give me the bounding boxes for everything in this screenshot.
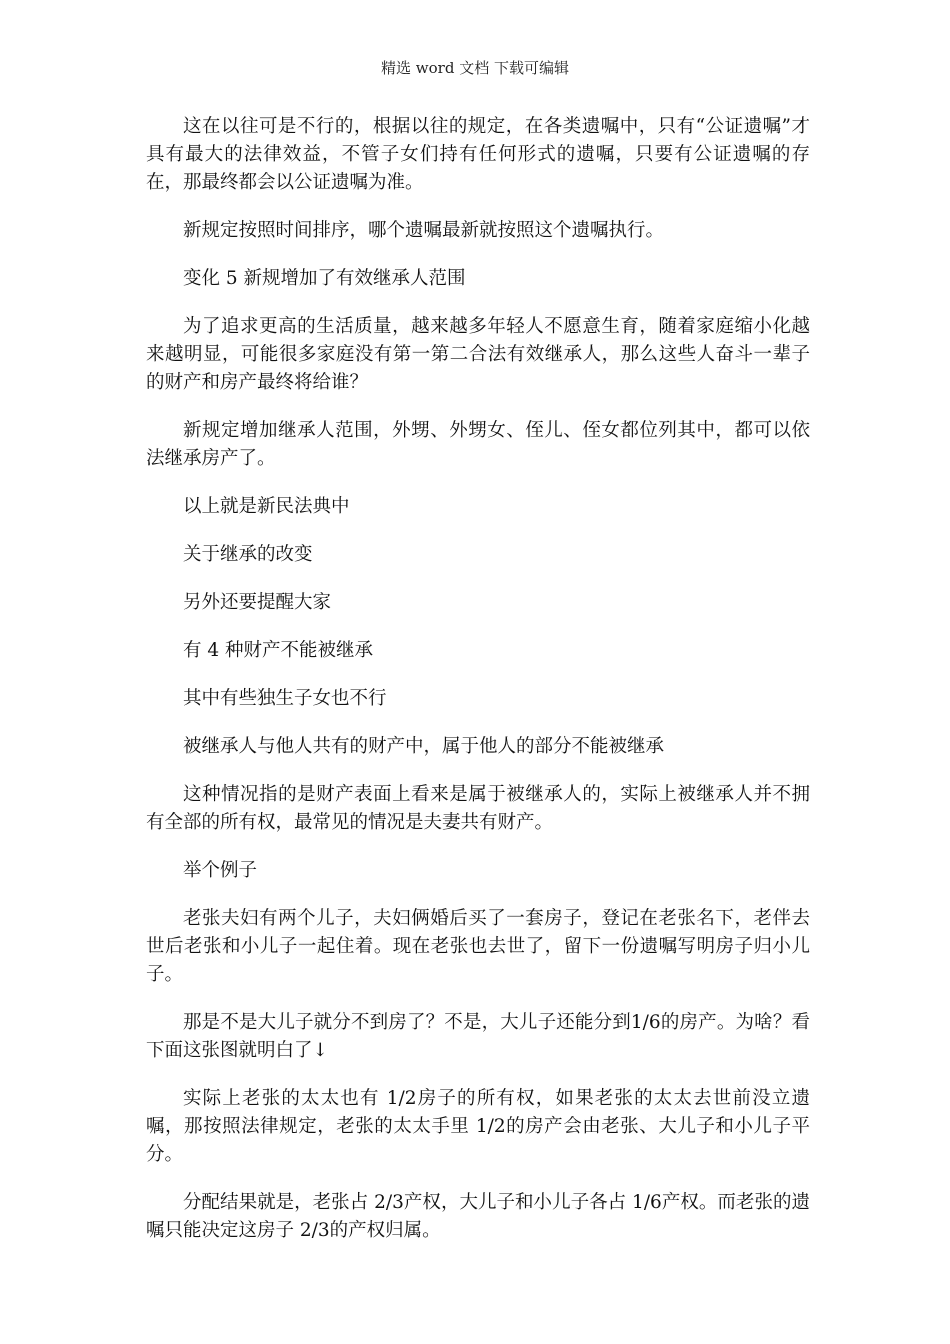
paragraph: 关于继承的改变 bbox=[183, 544, 313, 565]
paragraph: 被继承人与他人共有的财产中，属于他人的部分不能被继承 bbox=[183, 736, 665, 757]
page-header: 精选 word 文档 下载可编辑 bbox=[381, 59, 569, 77]
paragraph: 新规定增加继承人范围，外甥、外甥女、侄儿、侄女都位列其中，都可以依法继承房产了。 bbox=[146, 420, 810, 469]
paragraph: 分配结果就是，老张占 2/3产权，大儿子和小儿子各占 1/6产权。而老张的遗嘱只能决定这房子 2/3的产权归属。 bbox=[146, 1192, 810, 1241]
paragraph: 变化 5 新规增加了有效继承人范围 bbox=[183, 268, 466, 289]
paragraph: 这在以往可是不行的，根据以往的规定，在各类遗嘱中，只有“公证遗嘱”才具有最大的法律效益，不管子女们持有任何形式的遗嘱，只要有公证遗嘱的存在，那最终都会以公证遗嘱为准。 bbox=[146, 116, 810, 193]
paragraph: 这种情况指的是财产表面上看来是属于被继承人的，实际上被继承人并不拥有全部的所有权，最常见的情况是夫妻共有财产。 bbox=[146, 784, 810, 833]
document-body bbox=[146, 113, 810, 1265]
paragraph: 老张夫妇有两个儿子，夫妇俩婚后买了一套房子，登记在老张名下，老伴去世后老张和小儿子一起住着。现在老张也去世了，留下一份遗嘱写明房子归小儿子。 bbox=[146, 908, 810, 985]
paragraph: 为了追求更高的生活质量，越来越多年轻人不愿意生育，随着家庭缩小化越来越明显，可能很多家庭没有第一第二合法有效继承人，那么这些人奋斗一辈子的财产和房产最终将给谁？ bbox=[146, 316, 810, 393]
paragraph: 那是不是大儿子就分不到房了？不是，大儿子还能分到1/6的房产。为啥？看下面这张图就明白了↓ bbox=[146, 1012, 810, 1061]
paragraph: 有 4 种财产不能被继承 bbox=[183, 640, 374, 661]
paragraph: 新规定按照时间排序，哪个遗嘱最新就按照这个遗嘱执行。 bbox=[183, 220, 665, 241]
paragraph: 以上就是新民法典中 bbox=[183, 496, 350, 517]
paragraph: 另外还要提醒大家 bbox=[183, 592, 332, 613]
paragraph: 其中有些独生子女也不行 bbox=[183, 688, 387, 709]
paragraph: 举个例子 bbox=[183, 860, 258, 881]
paragraph: 实际上老张的太太也有 1/2房子的所有权，如果老张的太太去世前没立遗嘱，那按照法律规定，老张的太太手里 1/2的房产会由老张、大儿子和小儿子平分。 bbox=[146, 1088, 810, 1165]
